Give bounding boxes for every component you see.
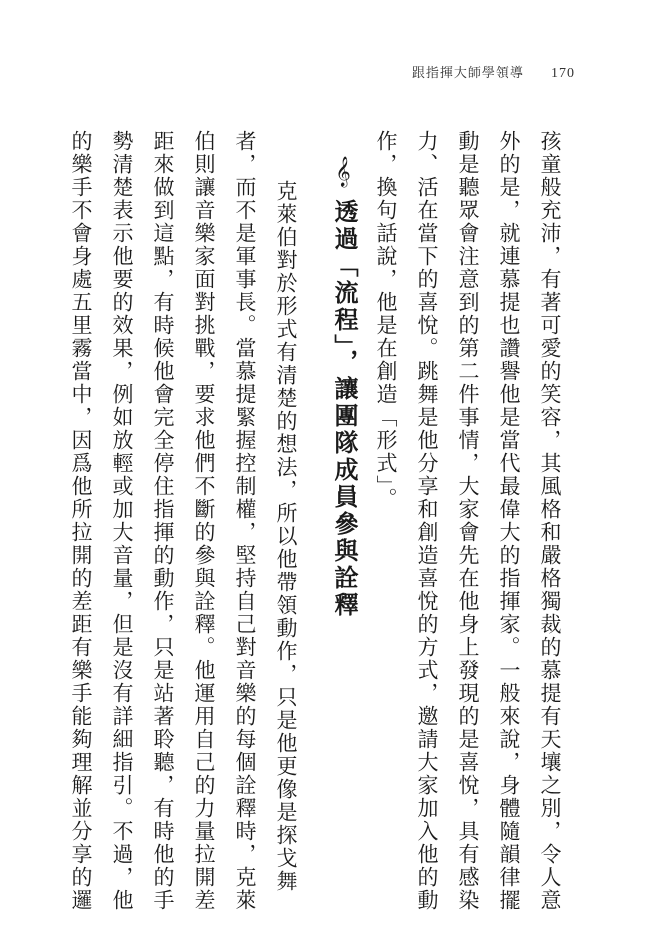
text-column: 伯則讓音樂家面對挑戰，要求他們不斷的參與詮釋。他運用自己的力量拉開差 <box>192 130 216 912</box>
text-column: 孩童般充沛，有著可愛的笑容，其風格和嚴格獨裁的慕提有天壤之別，令人意 <box>538 130 562 912</box>
text-column: 外的是，就連慕提也讚譽他是當代最偉大的指揮家。一般來說，身體隨韻律擺 <box>497 130 521 912</box>
text-column: 的樂手不會身處五里霧當中，因爲他所拉開的差距有樂手能夠理解並分享的邏 <box>69 130 93 912</box>
treble-clef-icon: 𝄞 <box>329 160 359 189</box>
section-heading <box>327 160 361 619</box>
book-title: 跟指揮大師學領導 <box>411 66 524 81</box>
text-column: 作，換句話說，他是在創造「形式」。 <box>374 130 398 511</box>
text-column: 動是聽眾會注意到的第二件事情，大家會先在他身上發現的是喜悅，具有感染 <box>456 130 480 912</box>
text-column: 勢清楚表示他要的效果，例如放輕或加大音量，但是沒有詳細指引。不過，他 <box>110 130 134 912</box>
running-header <box>412 62 575 82</box>
section-heading-text: 透過「流程」，讓團隊成員參與詮釋 <box>330 199 358 619</box>
page-number: 170 <box>551 66 575 81</box>
text-column: 力、活在當下的喜悅。跳舞是他分享和創造喜悅的方式，邀請大家加入他的動 <box>415 130 439 912</box>
text-column: 者，而不是軍事長。當慕提緊握控制權，堅持自己對音樂的每個詮釋時，克萊 <box>233 130 257 912</box>
text-column: 克萊伯對於形式有清楚的想法，所以他帶領動作，只是他更像是探戈舞 <box>274 180 298 893</box>
text-column: 距來做到這點，有時候他會完全停住指揮的動作，只是站著聆聽，有時他的手 <box>151 130 175 912</box>
